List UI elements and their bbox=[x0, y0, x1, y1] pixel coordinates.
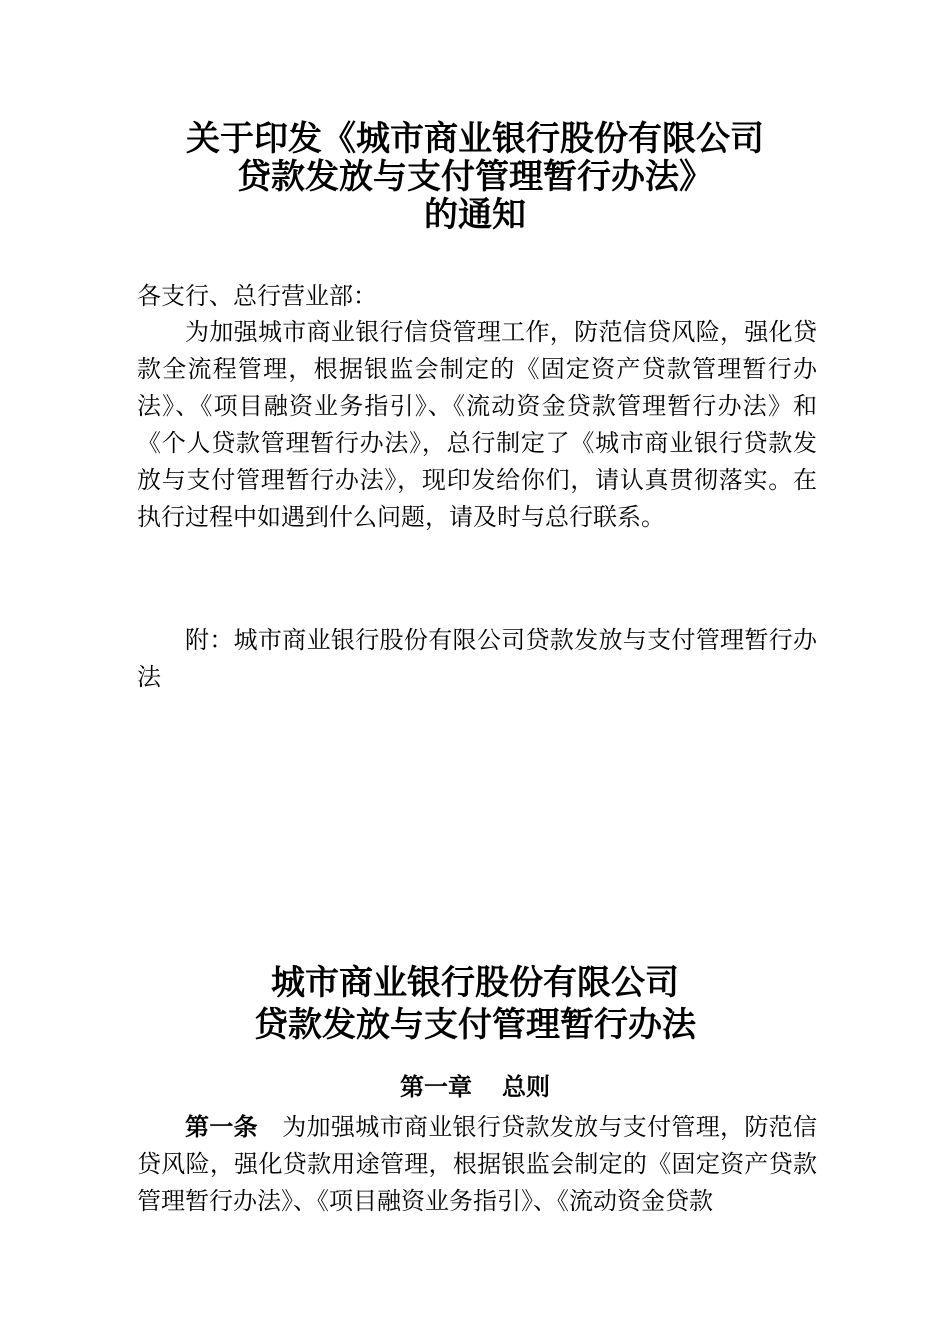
article-1 bbox=[137, 1108, 817, 1220]
salutation: 各支行、总行营业部： bbox=[137, 282, 377, 310]
article-number: 第一条 bbox=[185, 1112, 258, 1141]
article-text: 为加强城市商业银行贷款发放与支付管理，防范信贷风险，强化贷款用途管理，根据银监会制定的《固定资产贷款管理暂行办法》、《项目融资业务指引》、《流动资金贷款 bbox=[137, 1113, 818, 1215]
chapter-heading bbox=[0, 1068, 950, 1105]
notice-title-line-3: 的通知 bbox=[424, 195, 526, 235]
rules-title-line-1: 城市商业银行股份有限公司 bbox=[271, 963, 679, 1003]
notice-paragraph: 为加强城市商业银行信贷管理工作，防范信贷风险，强化贷款全流程管理，根据银监会制定的《固定资产贷款管理暂行办法》、《项目融资业务指引》、《流动资金贷款管理暂行办法》和《个人贷款管理暂行办法》，总行制定了《城市商业银行贷款发放与支付管理暂行办法》，现印发给你们，请认真贯彻落实。在执行过程中如遇到什么问题，请及时与总行联系。 bbox=[137, 318, 817, 531]
attachment-note: 附：城市商业银行股份有限公司贷款发放与支付管理暂行办法 bbox=[137, 626, 817, 691]
notice-title bbox=[0, 120, 950, 234]
chapter-name: 总则 bbox=[502, 1072, 550, 1101]
notice-title-line-1: 关于印发《城市商业银行股份有限公司 bbox=[186, 119, 764, 159]
rules-title-line-2: 贷款发放与支付管理暂行办法 bbox=[254, 1005, 696, 1045]
rules-title bbox=[0, 962, 950, 1046]
notice-title-line-2: 贷款发放与支付管理暂行办法》 bbox=[237, 157, 713, 197]
chapter-number: 第一章 bbox=[400, 1072, 472, 1101]
